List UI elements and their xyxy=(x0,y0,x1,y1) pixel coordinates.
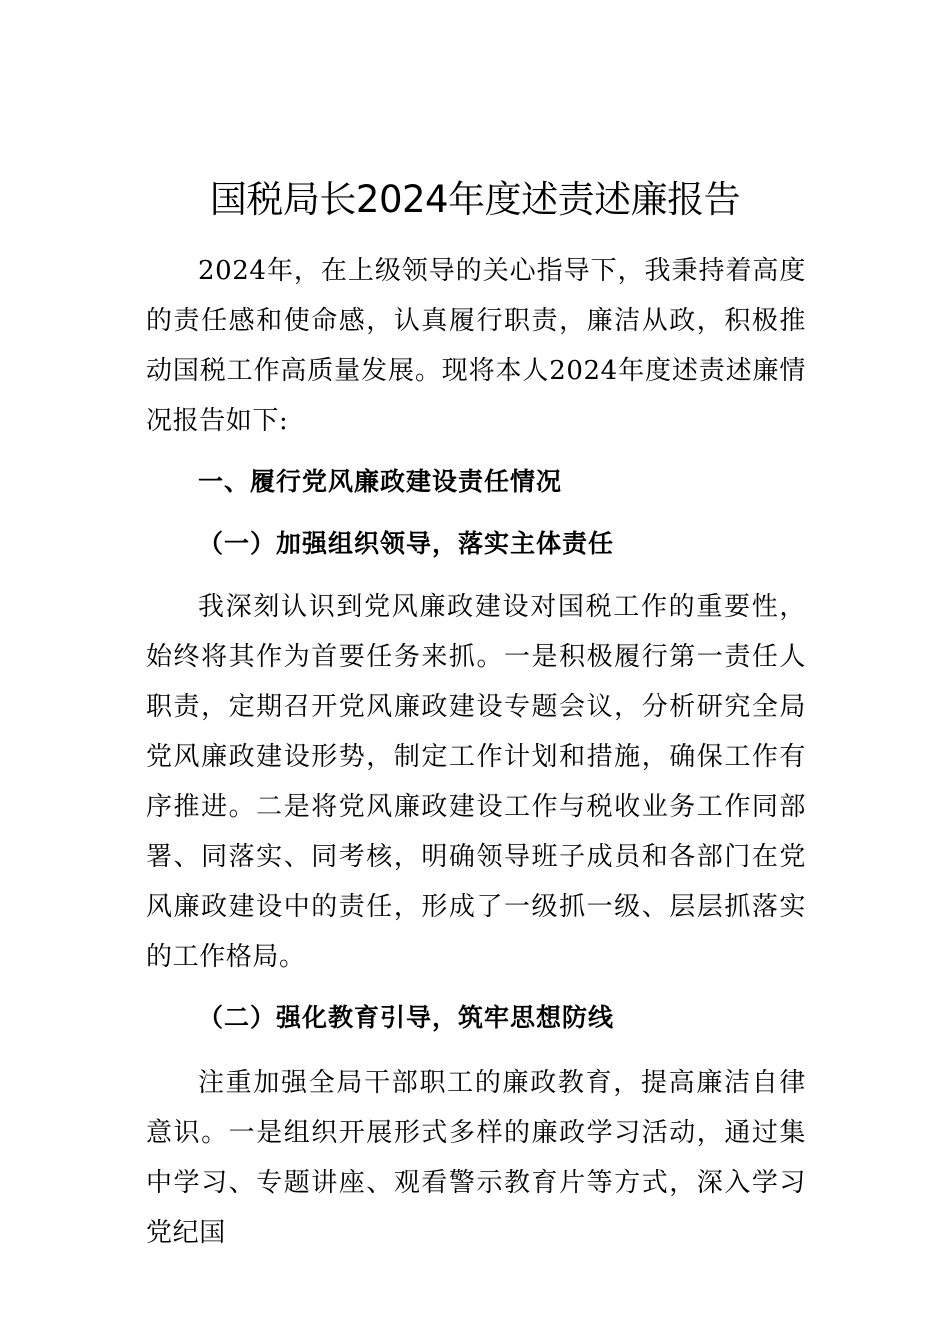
subsection-2-paragraph: 注重加强全局干部职工的廉政教育，提高廉洁自律意识。一是组织开展形式多样的廉政学习活动，通过集中学习、专题讲座、观看警示教育片等方式，深入学习党纪国 xyxy=(146,1068,806,1248)
subsection-1-body xyxy=(146,582,806,982)
subsection-1-paragraph: 我深刻认识到党风廉政建设对国税工作的重要性，始终将其作为首要任务来抓。一是积极履行第一责任人职责，定期召开党风廉政建设专题会议，分析研究全局党风廉政建设形势，制定工作计划和措施，确保工作有序推进。二是将党风廉政建设工作与税收业务工作同部署、同落实、同考核，明确领导班子成员和各部门在党风廉政建设中的责任，形成了一级抓一级、层层抓落实的工作格局。 xyxy=(146,592,806,972)
subsection-heading-2: （二）强化教育引导，筑牢思想防线 xyxy=(198,1003,615,1032)
subsection-2-body xyxy=(146,1058,806,1258)
section-heading-1: 一、履行党风廉政建设责任情况 xyxy=(198,467,563,496)
document-title: 国税局长2024年度述责述廉报告 xyxy=(209,178,741,221)
intro-paragraph-block xyxy=(146,246,806,446)
intro-paragraph: 2024年，在上级领导的关心指导下，我秉持着高度的责任感和使命感，认真履行职责，廉洁从政，积极推动国税工作高质量发展。现将本人2024年度述责述廉情况报告如下: xyxy=(146,256,806,436)
subsection-heading-1: （一）加强组织领导，落实主体责任 xyxy=(198,529,615,558)
